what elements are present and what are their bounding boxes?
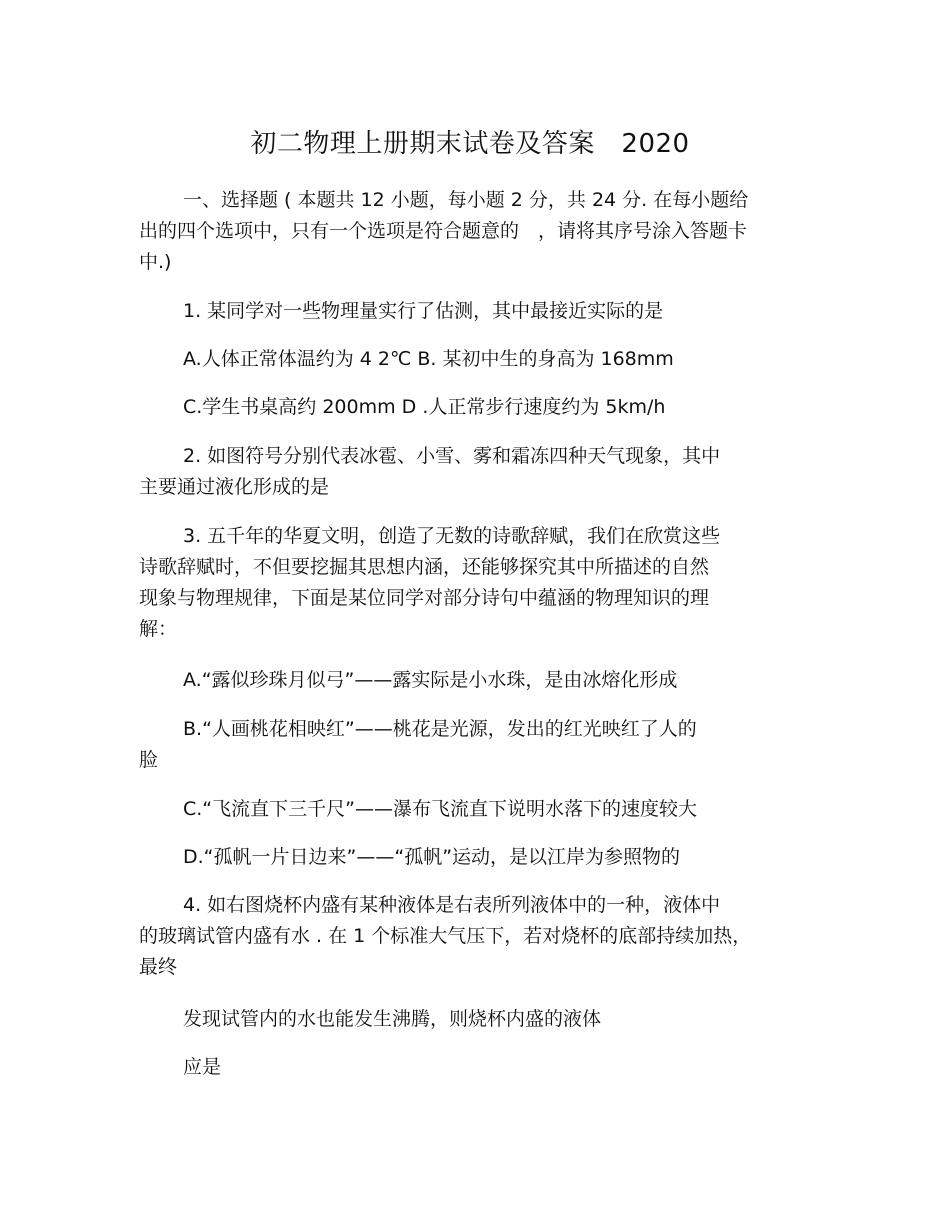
question-1-options-ab: A.人体正常体温约为 4 2℃ B. 某初中生的身高为 168mm (183, 348, 674, 370)
section-instructions-line-3: 中.) (139, 251, 172, 273)
question-3-option-c: C.“飞流直下三千尺”——瀑布飞流直下说明水落下的速度较大 (183, 798, 697, 820)
question-3-option-d: D.“孤帆一片日边来”——“孤帆”运动，是以江岸为参照物的 (183, 846, 681, 868)
question-4-line-3: 最终 (139, 956, 178, 978)
question-2-line-2: 主要通过液化形成的是 (139, 476, 330, 498)
question-4-line-2: 的玻璃试管内盛有水 . 在 1 个标准大气压下，若对烧杯的底部持续加热， (139, 925, 752, 947)
question-3-option-a: A.“露似珍珠月似弓”——露实际是小水珠，是由冰熔化形成 (183, 669, 678, 691)
question-1-options-cd: C.学生书桌高约 200mm D .人正常步行速度约为 5km/h (183, 396, 666, 418)
question-3 (139, 521, 819, 645)
question-3-line-3: 现象与物理规律，下面是某位同学对部分诗句中蕴涵的物理知识的理 (139, 587, 710, 609)
question-3-line-1: 3. 五千年的华夏文明，创造了无数的诗歌辞赋，我们在欣赏这些 (183, 525, 721, 547)
section-instructions-line-1: 一、选择题 ( 本题共 12 小题，每小题 2 分，共 24 分. 在每小题给 (183, 189, 749, 211)
section-instructions (139, 185, 819, 278)
document-title: 初二物理上册期末试卷及答案 2020 (250, 129, 690, 159)
question-4-found-line: 发现试管内的水也能发生沸腾，则烧杯内盛的液体 (183, 1008, 602, 1030)
question-2 (139, 441, 819, 503)
question-1-stem: 1. 某同学对一些物理量实行了估测，其中最接近实际的是 (183, 300, 664, 322)
question-4-line-1: 4. 如右图烧杯内盛有某种液体是右表所列液体中的一种，液体中 (183, 894, 721, 916)
question-3-line-4: 解： (139, 618, 178, 640)
question-2-line-1: 2. 如图符号分别代表冰雹、小雪、雾和霜冻四种天气现象，其中 (183, 445, 721, 467)
question-3-line-2: 诗歌辞赋时，不但要挖掘其思想内涵，还能够探究其中所描述的自然 (139, 556, 710, 578)
question-4 (139, 890, 819, 983)
question-3-option-b (139, 714, 819, 776)
question-3-option-b-line-1: B.“人画桃花相映红”——桃花是光源，发出的红光映红了人的 (183, 718, 697, 740)
question-4-should-line: 应是 (183, 1056, 222, 1078)
section-instructions-line-2: 出的四个选项中，只有一个选项是符合题意的 ，请将其序号涂入答题卡 (139, 220, 748, 242)
question-3-option-b-line-2: 脸 (139, 749, 159, 771)
